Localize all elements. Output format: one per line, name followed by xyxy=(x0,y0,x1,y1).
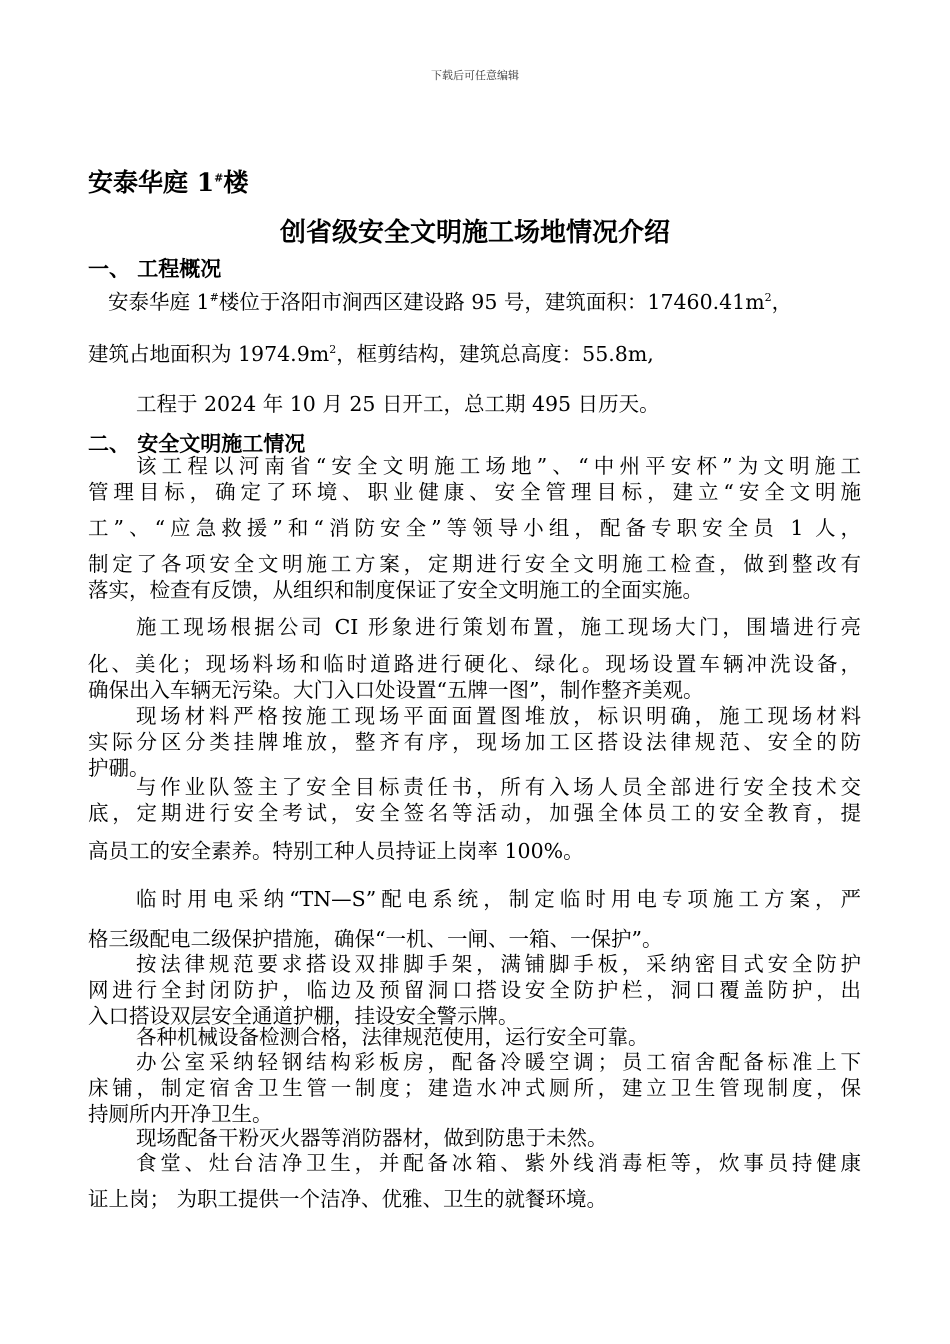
header-note: 下载后可任意编辑 xyxy=(431,69,519,82)
paragraph-line: 临时用电采纳“TN—S”配电系统，制定临时用电专项施工方案，严 xyxy=(136,887,861,911)
paragraph-line: 办公室采纳轻钢结构彩板房，配备冷暖空调；员工宿舍配备标准上下 xyxy=(136,1050,861,1074)
paragraph-line: 床铺，制定宿舍卫生管一制度；建造水冲式厕所，建立卫生管现制度，保 xyxy=(88,1076,861,1100)
paragraph-line: 各种机械设备检测合格，法律规范使用，运行安全可靠。 xyxy=(136,1025,649,1049)
paragraph-line: 高员工的安全素养。特别工种人员持证上岗率 100%。 xyxy=(88,839,584,863)
paragraph-line: 持厕所内开净卫生。 xyxy=(88,1102,273,1126)
paragraph-line: 工程于 2024 年 10 月 25 日开工，总工期 495 日历天。 xyxy=(136,392,660,416)
section-heading-1: 一、 工程概况 xyxy=(88,256,222,281)
section-heading-2: 二、 安全文明施工情况 xyxy=(88,431,306,456)
paragraph-line: 入口搭设双层安全通道护棚，挂设安全警示牌。 xyxy=(88,1004,519,1028)
paragraph-line: 实际分区分类挂牌堆放，整齐有序，现场加工区搭设法律规范、安全的防 xyxy=(88,730,861,754)
paragraph-line: 落实，检查有反馈，从组织和制度保证了安全文明施工的全面实施。 xyxy=(88,578,703,602)
paragraph-line: 施工现场根据公司 CI 形象进行策划布置，施工现场大门，围墙进行亮 xyxy=(136,615,861,639)
paragraph-line: 工”、“应急救援”和“消防安全”等领导小组，配备专职安全员 1 人， xyxy=(88,516,861,540)
paragraph-line: 该工程以河南省“安全文明施工场地”、“中州平安杯”为文明施工 xyxy=(136,454,861,478)
paragraph-line: 安泰华庭 1#楼位于洛阳市涧西区建设路 95 号，建筑面积：$17460.41m^2$， xyxy=(108,290,793,314)
document-title-line1: 安泰华庭 1#楼 xyxy=(88,168,249,197)
paragraph-line: 按法律规范要求搭设双排脚手架，满铺脚手板，采纳密目式安全防护 xyxy=(136,952,861,976)
paragraph-line: 护硼。 xyxy=(88,756,150,780)
paragraph-line: 证上岗； 为职工提供一个洁净、优雅、卫生的就餐环境。 xyxy=(88,1187,608,1211)
paragraph-line: 与作业队签主了安全目标责任书，所有入场人员全部进行安全技术交 xyxy=(136,775,861,799)
paragraph-line: 网进行全封闭防护，临边及预留洞口搭设安全防护栏，洞口覆盖防护，出 xyxy=(88,978,861,1002)
paragraph-line: 确保出入车辆无污染。大门入口处设置“五牌一图”，制作整齐美观。 xyxy=(88,678,704,702)
paragraph-line: 建筑占地面积为 $1974.9m^2$，框剪结构，建筑总高度：55.8m, xyxy=(88,342,654,366)
paragraph-line: 食堂、灶台洁净卫生，并配备冰箱、紫外线消毒柜等，炊事员持健康 xyxy=(136,1151,861,1175)
paragraph-line: 制定了各项安全文明施工方案，定期进行安全文明施工检查，做到整改有 xyxy=(88,552,861,576)
paragraph-line: 化、美化；现场料场和临时道路进行硬化、绿化。现场设置车辆冲洗设备， xyxy=(88,652,861,676)
paragraph-line: 管理目标，确定了环境、职业健康、安全管理目标，建立“安全文明施 xyxy=(88,480,861,504)
paragraph-line: 现场配备干粉灭火器等消防器材，做到防患于未然。 xyxy=(136,1126,608,1150)
paragraph-line: 底，定期进行安全考试，安全签名等活动，加强全体员工的安全教育，提 xyxy=(88,801,861,825)
paragraph-line: 现场材料严格按施工现场平面面置图堆放，标识明确，施工现场材料 xyxy=(136,704,861,728)
document-title-line2: 创省级安全文明施工场地情况介绍 xyxy=(279,218,670,248)
paragraph-line: 格三级配电二级保护措施，确保“一机、一闸、一箱、一保护”。 xyxy=(88,927,663,951)
